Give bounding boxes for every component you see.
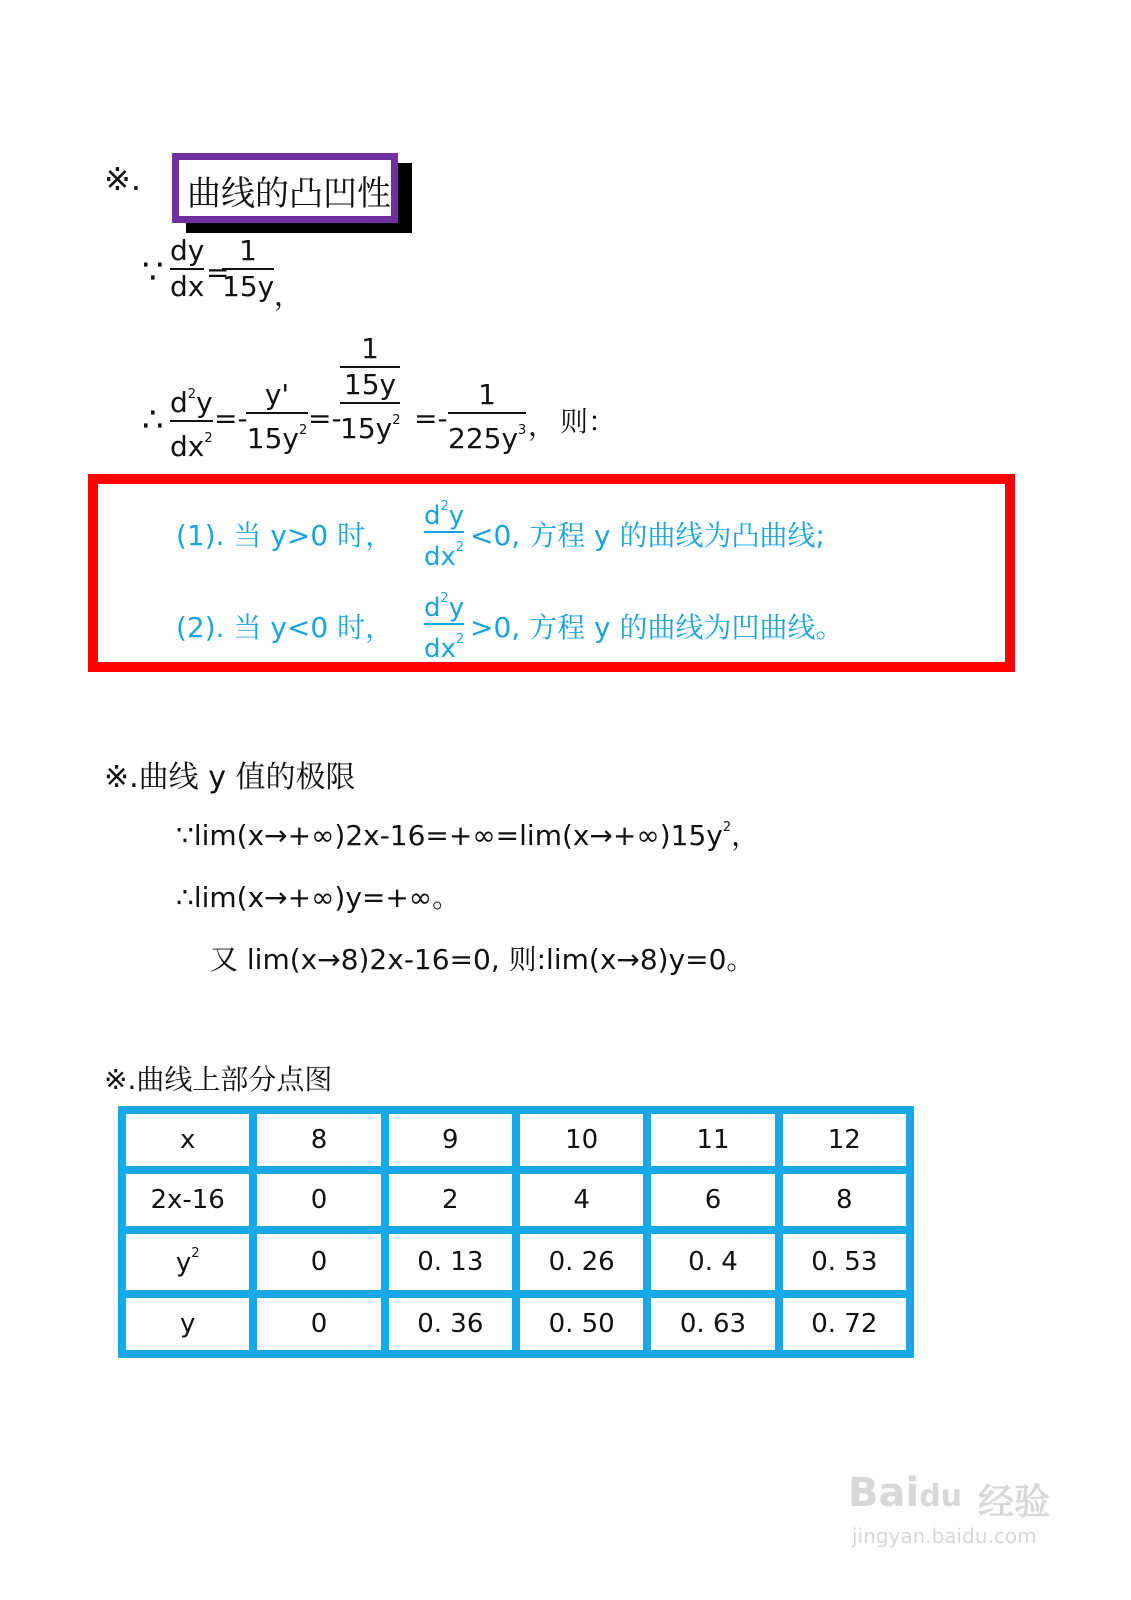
watermark-logo [848, 1470, 962, 1516]
eq2-equals-1: =- [214, 402, 248, 435]
conclusion-1-prefix: (1). 当 y>0 时， [176, 519, 394, 552]
section1-title-box [172, 153, 398, 223]
watermark-url: jingyan.baidu.com [852, 1524, 1037, 1548]
table-label-cell: x [122, 1110, 253, 1170]
eq2-frac3-mid: 15y [343, 368, 397, 401]
conclusion-2-suffix: >0, 方程 y 的曲线为凹曲线。 [470, 611, 844, 644]
c1-frac-den: dx [424, 542, 456, 572]
eq2-frac4-den: 225y [448, 422, 519, 455]
table-cell: 0. 53 [779, 1230, 910, 1293]
eq2-equals-3: =- [414, 402, 448, 435]
table-cell: 0. 50 [516, 1294, 647, 1354]
c2-frac-den-sup: 2 [455, 632, 465, 647]
eq1-frac2-num: 1 [239, 234, 257, 267]
y2-label: y [175, 1248, 192, 1279]
eq2-frac3-den: 15y [340, 412, 393, 445]
eq2-compound-fraction [340, 332, 400, 446]
eq2-frac4-den-sup: 3 [518, 423, 527, 438]
limit-line-1-sup: 2 [722, 820, 732, 835]
table-row-2x-16 [122, 1170, 910, 1230]
table-cell: 0. 13 [385, 1230, 516, 1293]
c2-frac-sup: 2 [440, 591, 449, 606]
c1-frac-sup: 2 [440, 499, 449, 514]
y2-label-sup: 2 [191, 1246, 200, 1262]
table-row-y-squared [122, 1230, 910, 1293]
conclusion-1-fraction [424, 492, 464, 572]
points-table [118, 1106, 914, 1358]
table-cell: 11 [647, 1110, 778, 1170]
c2-frac-d: d [424, 593, 441, 623]
limit-line-3: 又 lim(x→8)2x-16=0, 则:lim(x→8)y=0。 [210, 943, 755, 976]
eq1-equals: = [206, 256, 230, 289]
table-cell: 0 [253, 1170, 384, 1230]
limit-line-2: ∴lim(x→+∞)y=+∞。 [176, 881, 461, 914]
eq2-frac3-top: 1 [361, 332, 379, 365]
c1-frac-y: y [448, 501, 465, 531]
table-label-cell: 2x-16 [122, 1170, 253, 1230]
eq1-fraction-dy-dx [170, 234, 204, 304]
eq2-frac1-y: y [196, 386, 213, 419]
eq1-frac1-num: dy [170, 234, 205, 267]
eq2-comma: ， [528, 409, 557, 442]
because-symbol: ∵ [142, 252, 164, 292]
section1-title: 曲线的凸凹性 [187, 174, 391, 214]
eq2-frac1-d: d [170, 386, 188, 419]
conclusion-2-prefix: (2). 当 y<0 时， [176, 611, 394, 644]
table-cell: 0 [253, 1294, 384, 1354]
eq2-frac2-num: y' [264, 378, 290, 411]
eq2-fraction-second-derivative [170, 378, 213, 464]
watermark-logo-bai: Bai [848, 1470, 920, 1516]
eq2-fraction-final [448, 378, 526, 456]
table-cell: 4 [516, 1170, 647, 1230]
table-cell: 10 [516, 1110, 647, 1170]
table-cell: 6 [647, 1170, 778, 1230]
eq2-frac4-num: 1 [478, 378, 496, 411]
eq1-fraction-1-15y [222, 234, 274, 304]
eq2-frac1-num-sup: 2 [187, 387, 197, 402]
table-cell: 0. 63 [647, 1294, 778, 1354]
section2-title: ※.曲线 y 值的极限 [104, 760, 356, 795]
table-label-cell [122, 1230, 253, 1293]
eq1-frac1-den: dx [170, 270, 205, 303]
table-cell: 0. 36 [385, 1294, 516, 1354]
table-cell: 12 [779, 1110, 910, 1170]
table-row-x [122, 1110, 910, 1170]
eq2-equals-2: =- [308, 402, 342, 435]
table-cell: 0. 26 [516, 1230, 647, 1293]
limit-line-1 [176, 814, 759, 854]
eq2-frac3-den-sup: 2 [392, 413, 401, 428]
eq2-frac2-den-sup: 2 [298, 423, 308, 438]
table-cell: 0 [253, 1230, 384, 1293]
c2-frac-y: y [448, 593, 465, 623]
table-cell: 8 [779, 1170, 910, 1230]
eq1-comma: ， [274, 279, 303, 312]
watermark-logo-du: du [919, 1479, 963, 1514]
limit-line-1-comma: ， [731, 819, 760, 852]
section3-title: ※.曲线上部分点图 [104, 1063, 333, 1096]
eq2-fraction-y-prime [246, 378, 308, 456]
watermark-brand: 经验 [978, 1482, 1051, 1523]
table-cell: 0. 4 [647, 1230, 778, 1293]
c1-frac-d: d [424, 501, 441, 531]
eq2-then: 则： [560, 405, 617, 438]
limit-line-1-text: ∵lim(x→+∞)2x-16=+∞=lim(x→+∞)15y [176, 819, 723, 852]
table-label-cell: y [122, 1294, 253, 1354]
eq2-frac1-den-sup: 2 [204, 431, 213, 446]
table-cell: 8 [253, 1110, 384, 1170]
c2-frac-den: dx [424, 634, 456, 664]
eq1-frac2-den: 15y [222, 270, 275, 303]
conclusion-2-fraction [424, 584, 464, 664]
c1-frac-den-sup: 2 [455, 540, 465, 555]
table-row-y [122, 1294, 910, 1354]
therefore-symbol: ∴ [142, 400, 164, 440]
table-cell: 2 [385, 1170, 516, 1230]
table-cell: 0. 72 [779, 1294, 910, 1354]
eq2-frac1-den: dx [170, 430, 205, 463]
eq2-frac2-den: 15y [246, 422, 299, 455]
section1-mark: ※. [104, 160, 141, 198]
table-cell: 9 [385, 1110, 516, 1170]
conclusion-1-suffix: <0, 方程 y 的曲线为凸曲线; [470, 519, 825, 552]
